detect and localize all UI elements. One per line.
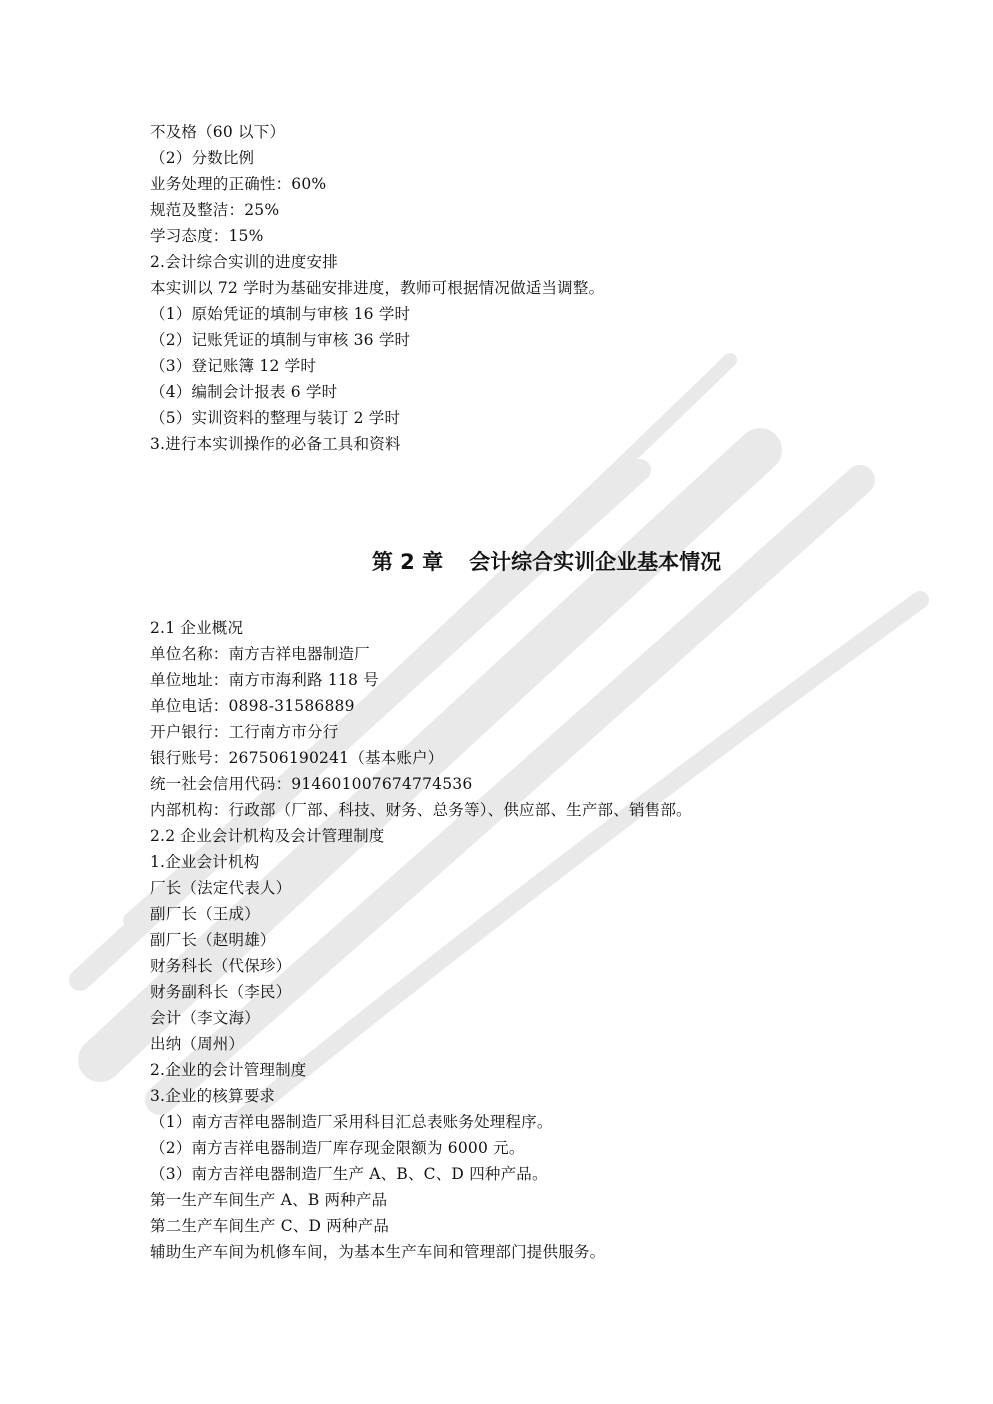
chapter-heading	[0, 546, 993, 576]
text-line: 第二生产车间生产 C、D 两种产品	[150, 1217, 390, 1235]
text-line: （2）分数比例	[150, 149, 255, 167]
section-heading: 2.会计综合实训的进度安排	[150, 253, 338, 271]
text-line: （1）南方吉祥电器制造厂采用科目汇总表账务处理程序。	[150, 1113, 553, 1131]
text-line: 出纳（周州）	[150, 1035, 245, 1053]
text-line: （2）南方吉祥电器制造厂库存现金限额为 6000 元。	[150, 1139, 525, 1157]
text-line: 规范及整洁：25%	[150, 201, 280, 219]
section-heading: 2.1 企业概况	[150, 619, 244, 637]
text-line: 会计（李文海）	[150, 1009, 260, 1027]
section-heading: 1.企业会计机构	[150, 853, 260, 871]
text-line: 厂长（法定代表人）	[150, 879, 292, 897]
text-line: （1）原始凭证的填制与审核 16 学时	[150, 305, 411, 323]
section-heading: 3.企业的核算要求	[150, 1087, 276, 1105]
text-line: 单位名称：南方吉祥电器制造厂	[150, 645, 370, 663]
text-line: 财务副科长（李民）	[150, 983, 292, 1001]
text-line: （3）登记账簿 12 学时	[150, 357, 317, 375]
text-line: 统一社会信用代码：914601007674774536	[150, 775, 473, 793]
text-line: 开户银行：工行南方市分行	[150, 723, 339, 741]
text-line: 单位地址：南方市海利路 118 号	[150, 671, 379, 689]
chapter-title: 会计综合实训企业基本情况	[469, 550, 722, 574]
text-line: 辅助生产车间为机修车间，为基本生产车间和管理部门提供服务。	[150, 1243, 606, 1261]
text-line: 财务科长（代保珍）	[150, 957, 292, 975]
text-line: 单位电话：0898-31586889	[150, 697, 355, 715]
text-line: 副厂长（赵明雄）	[150, 931, 276, 949]
body-section	[150, 615, 910, 1265]
text-line: 本实训以 72 学时为基础安排进度，教师可根据情况做适当调整。	[150, 279, 605, 297]
text-line: 内部机构：行政部（厂部、科技、财务、总务等）、供应部、生产部、销售部。	[150, 801, 692, 819]
text-line: 学习态度：15%	[150, 227, 264, 245]
text-line: （2）记账凭证的填制与审核 36 学时	[150, 331, 411, 349]
section-heading: 2.2 企业会计机构及会计管理制度	[150, 827, 385, 845]
text-line: 不及格（60 以下）	[150, 123, 286, 141]
section-heading: 3.进行本实训操作的必备工具和资料	[150, 435, 401, 453]
section-heading: 2.企业的会计管理制度	[150, 1061, 307, 1079]
text-line: 第一生产车间生产 A、B 两种产品	[150, 1191, 388, 1209]
text-line: （5）实训资料的整理与装订 2 学时	[150, 409, 401, 427]
text-line: 业务处理的正确性：60%	[150, 175, 327, 193]
text-line: 银行账号：267506190241（基本账户）	[150, 749, 444, 767]
text-line: （3）南方吉祥电器制造厂生产 A、B、C、D 四种产品。	[150, 1165, 548, 1183]
text-line: 副厂长（王成）	[150, 905, 260, 923]
chapter-number: 第 2 章	[371, 550, 444, 574]
text-line: （4）编制会计报表 6 学时	[150, 383, 338, 401]
top-section	[150, 119, 910, 457]
